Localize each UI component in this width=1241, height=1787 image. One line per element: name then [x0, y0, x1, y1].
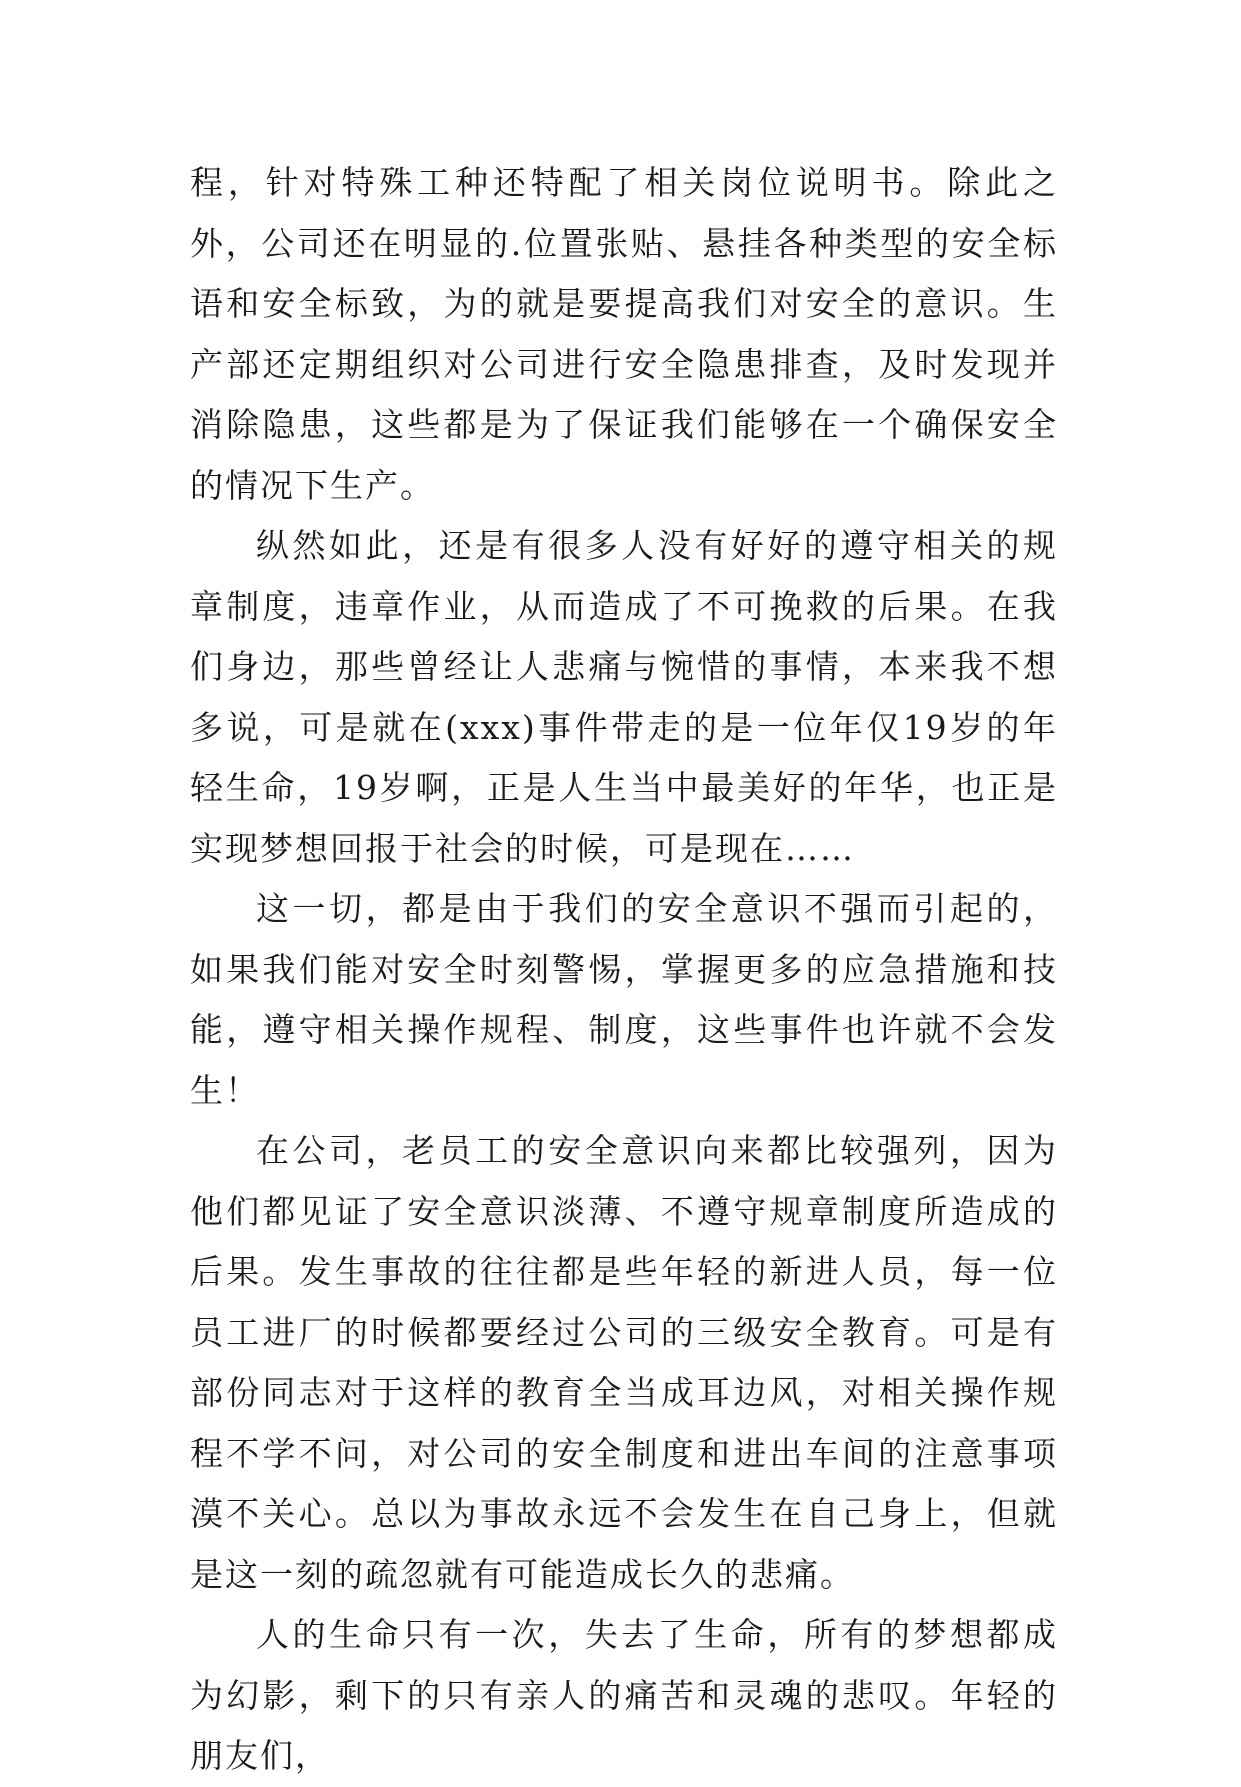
paragraph-new-employees: 在公司，老员工的安全意识向来都比较强列，因为他们都见证了安全意识淡薄、不遵守规章制度所造成的后果。发生事故的往往都是些年轻的新进人员，每一位员工进厂的时候都要经过公司的三级安全教育。可是有部份同志对于这样的教育全当成耳边风，对相关操作规程不学不问，对公司的安全制度和进出车间的注意事项漠不关心。总以为事故永远不会发生在自己身上，但就是这一刻的疏忽就有可能造成长久的悲痛。 — [190, 1131, 1058, 1594]
paragraph-continuation: 程，针对特殊工种还特配了相关岗位说明书。除此之外，公司还在明显的.位置张贴、悬挂各种类型的安全标语和安全标致，为的就是要提高我们对安全的意识。生产部还定期组织对公司进行安全隐患排查，及时发现并消除隐患，这些都是为了保证我们能够在一个确保安全的情况下生产。 — [190, 163, 1058, 505]
document-body — [190, 153, 1058, 1787]
paragraph-life-once: 人的生命只有一次，失去了生命，所有的梦想都成为幻影，剩下的只有亲人的痛苦和灵魂的悲叹。年轻的朋友们， — [190, 1615, 1058, 1775]
paragraph-violations: 纵然如此，还是有很多人没有好好的遵守相关的规章制度，违章作业，从而造成了不可挽救的后果。在我们身边，那些曾经让人悲痛与惋惜的事情，本来我不想多说，可是就在(xxx)事件带走的是一位年仅19岁的年轻生命，19岁啊，正是人生当中最美好的年华，也正是实现梦想回报于社会的时候，可是现在…… — [190, 526, 1058, 868]
paragraph-safety-awareness: 这一切，都是由于我们的安全意识不强而引起的，如果我们能对安全时刻警惕，掌握更多的应急措施和技能，遵守相关操作规程、制度，这些事件也许就不会发生！ — [190, 889, 1058, 1110]
